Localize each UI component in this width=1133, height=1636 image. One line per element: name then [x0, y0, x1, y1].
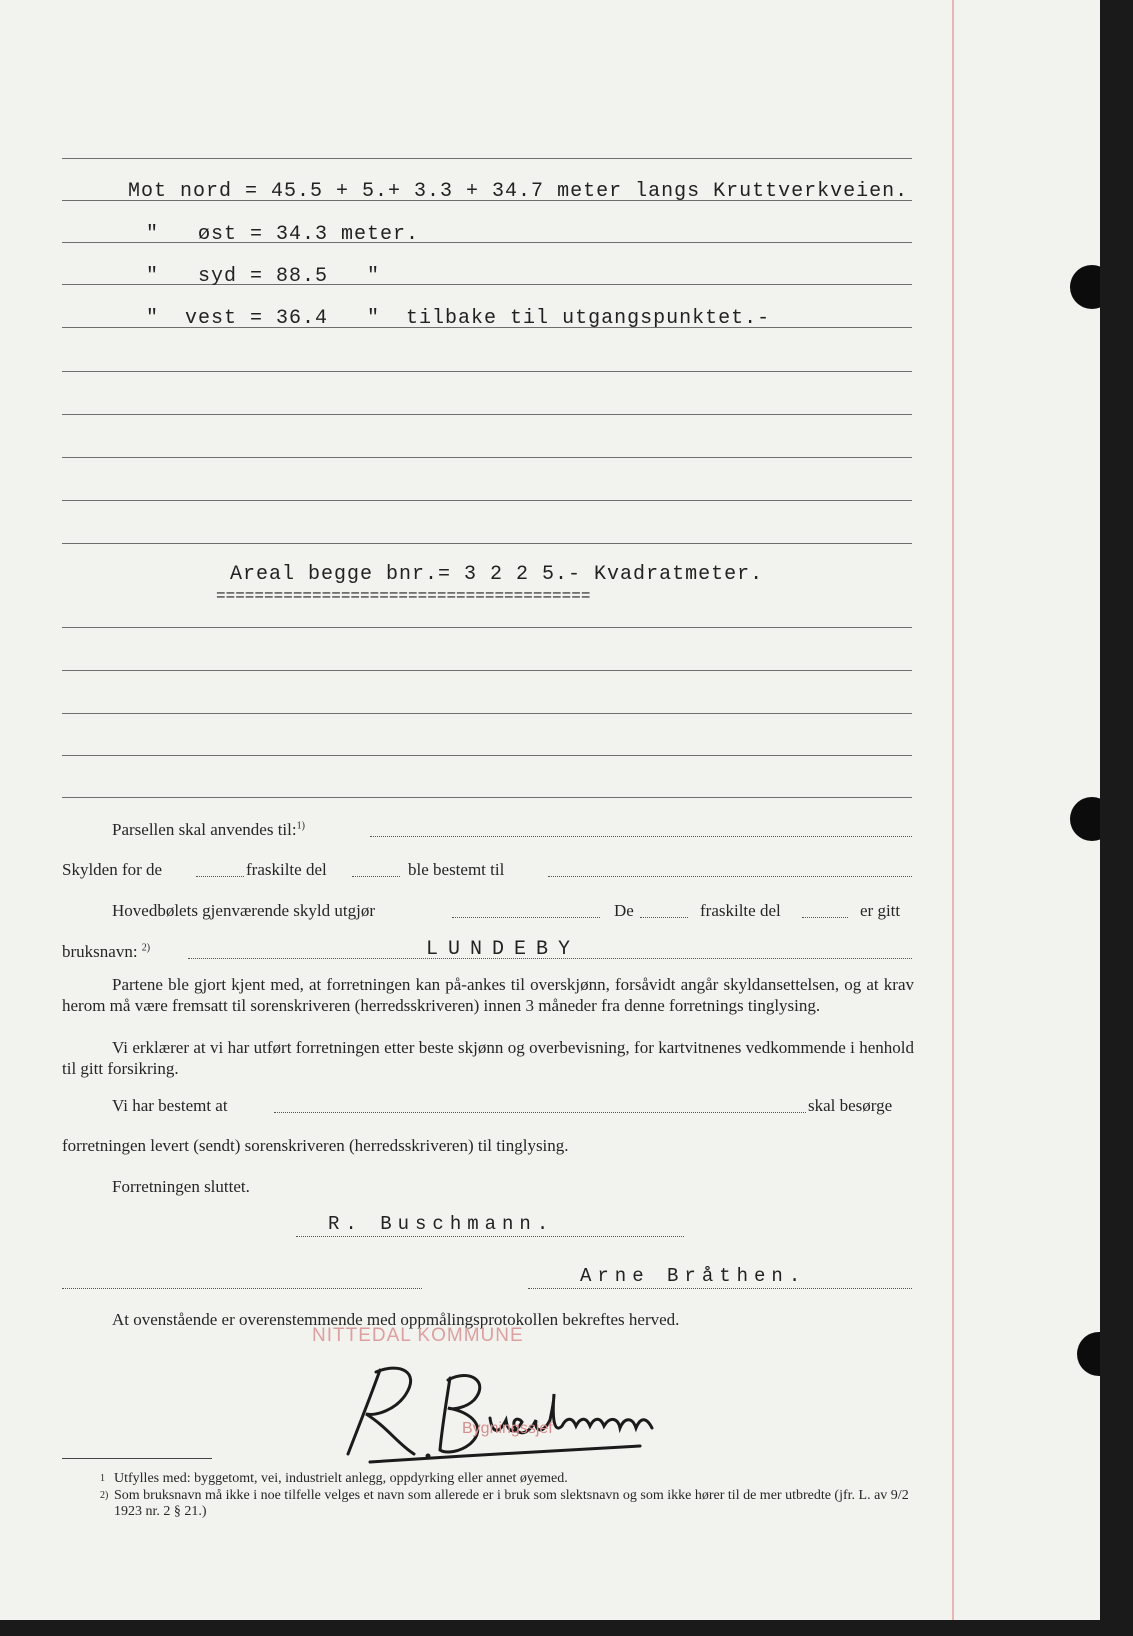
signature-line-1: [296, 1236, 684, 1237]
fraskilte-del-label: fraskilte del: [246, 860, 327, 879]
hovedbol-label: Hovedbølets gjenværende skyld utgjør: [112, 901, 375, 920]
typed-line-vest: " vest = 36.4 " tilbake til utgangspunktet.-: [146, 307, 771, 330]
fraskilte-field[interactable]: [802, 917, 848, 918]
skylden-field-3[interactable]: [548, 876, 912, 877]
footnote-rule: [62, 1458, 212, 1459]
paragraph-erklaering: Vi erklærer at vi har utført forretningen etter beste skjønn og overbevisning, for kartvitnenes vedkommende i henhold til gitt forsikring.: [62, 1038, 914, 1078]
skylden-label: Skylden for de: [62, 860, 163, 879]
skylden-field-2[interactable]: [352, 876, 400, 877]
ruled-line: [62, 797, 912, 798]
de-label: De: [614, 901, 634, 920]
ruled-line: [62, 500, 912, 501]
parsellen-field[interactable]: [370, 836, 912, 837]
signature-brathen: Arne Bråthen.: [580, 1265, 807, 1287]
signature-line-2b: [528, 1288, 912, 1289]
red-margin-line: [952, 0, 954, 1620]
ruled-line: [62, 414, 912, 415]
vi-har-bestemt-label: Vi har bestemt at: [112, 1096, 228, 1115]
area-underline: =======================================: [216, 587, 591, 605]
ruled-line: [62, 755, 912, 756]
signature-line-2a: [62, 1288, 422, 1289]
handwritten-signature: [340, 1358, 680, 1468]
ruled-line: [62, 543, 912, 544]
footnote-1: 1 Utfylles med: byggetomt, vei, industrielt anlegg, oppdyrking eller annet øyemed.: [100, 1471, 568, 1486]
stamp-municipality: NITTEDAL KOMMUNE: [312, 1325, 524, 1346]
paragraph-overskjonn: Partene ble gjort kjent med, at forretningen kan på-ankes til overskjønn, forsåvidt angår skyldansettelsen, og at krav herom må være fremsatt til sorenskriveren (herredsskriveren) innen 3 måneder fra denne forretnings tinglysing.: [62, 975, 914, 1015]
skylden-field-1[interactable]: [196, 876, 244, 877]
bruksnavn-value: LUNDEBY: [426, 938, 581, 961]
ruled-line: [62, 627, 912, 628]
punch-hole-middle: [1070, 797, 1100, 841]
bestemt-field[interactable]: [274, 1112, 806, 1113]
fraskilte-del-label-2: fraskilte del: [700, 901, 781, 920]
bruksnavn-label: bruksnavn: $^{2)}$: [62, 942, 151, 961]
punch-hole-top: [1070, 265, 1100, 309]
punch-hole-bottom: [1077, 1332, 1100, 1376]
signature-buschmann: R. Buschmann.: [328, 1213, 555, 1235]
footnote-2: 2) Som bruksnavn må ikke i noe tilfelle velges et navn som allerede er i bruk som slektsnavn og som ikke hører til de mer utbredte (jfr. L. av 9/2 1923 nr. 2 § 21.): [100, 1488, 909, 1519]
ruled-line: [62, 713, 912, 714]
er-gitt-label: er gitt: [860, 901, 901, 920]
skal-besorge-label: skal besørge: [808, 1096, 893, 1115]
de-field[interactable]: [640, 917, 688, 918]
bekreftes-text: At ovenstående er overenstemmende med oppmålingsprotokollen bekreftes herved.: [112, 1310, 680, 1329]
forretningen-sluttet: Forretningen sluttet.: [112, 1177, 250, 1196]
typed-line-syd: " syd = 88.5 ": [146, 265, 381, 288]
hovedbol-field[interactable]: [452, 917, 600, 918]
stamp-title: Bygningssjef: [462, 1420, 553, 1437]
ruled-line: [62, 158, 912, 159]
typed-line-nord: Mot nord = 45.5 + 5.+ 3.3 + 34.7 meter langs Kruttverkveien.: [128, 180, 909, 203]
typed-line-ost: " øst = 34.3 meter.: [146, 223, 420, 246]
ruled-line: [62, 457, 912, 458]
area-line: Areal begge bnr.= 3 2 2 5.- Kvadratmeter.: [230, 563, 764, 586]
ruled-line: [62, 670, 912, 671]
parsellen-label: Parsellen skal anvendes til:$^{1)}$: [112, 820, 305, 839]
ruled-line: [62, 371, 912, 372]
forretningen-levert: forretningen levert (sendt) sorenskriveren (herredsskriveren) til tinglysing.: [62, 1136, 569, 1155]
ble-bestemt-label: ble bestemt til: [408, 860, 505, 879]
